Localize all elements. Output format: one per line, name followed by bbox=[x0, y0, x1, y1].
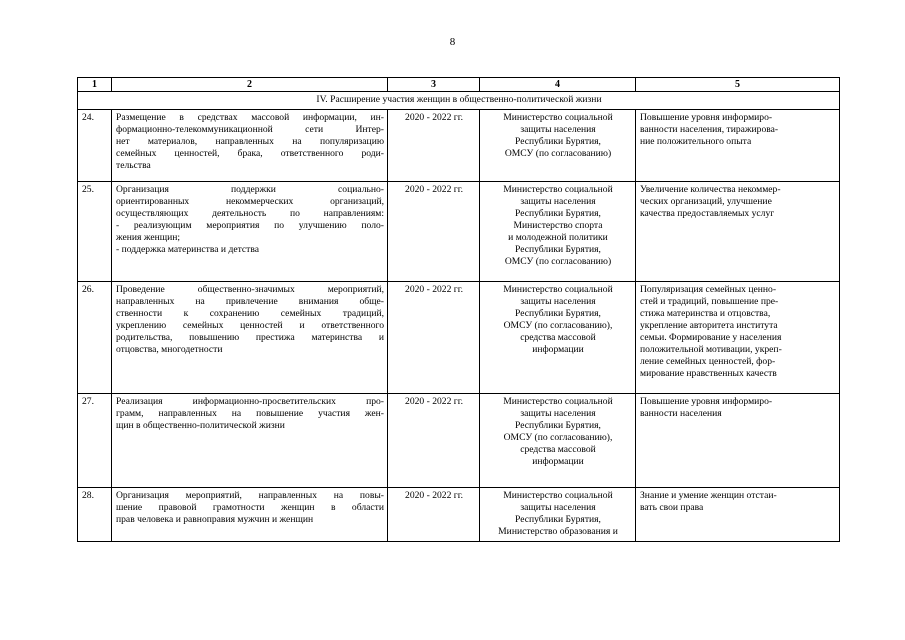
column-header-4: 4 bbox=[480, 78, 636, 92]
measure-executors-line: Министерство социальной bbox=[503, 396, 613, 407]
measure-executors-line: Министерство социальной bbox=[503, 284, 613, 295]
row-number: 26. bbox=[78, 282, 112, 394]
measure-result-line: Повышение уровня информиро- bbox=[640, 396, 773, 407]
measure-content bbox=[112, 282, 388, 394]
measure-executors-line: информации bbox=[532, 456, 584, 467]
row-number: 27. bbox=[78, 394, 112, 488]
measure-executors-line: Министерство социальной bbox=[503, 490, 613, 501]
measure-executors-line: защиты населения bbox=[520, 408, 596, 419]
measure-executors bbox=[480, 488, 636, 542]
measure-content-line: жения женщин; bbox=[116, 232, 181, 243]
measure-executors-line: Министерство спорта bbox=[513, 220, 603, 231]
section-row bbox=[78, 92, 840, 110]
section-title: IV. Расширение участия женщин в общественно-политической жизни bbox=[78, 92, 840, 110]
measure-result-line: семьи. Формирование у населения bbox=[640, 332, 782, 343]
row-number: 28. bbox=[78, 488, 112, 542]
measure-executors bbox=[480, 110, 636, 182]
table-row bbox=[78, 488, 840, 542]
measure-result bbox=[636, 182, 840, 282]
measure-result-line: Знание и умение женщин отстаи- bbox=[640, 490, 777, 501]
measure-executors-line: защиты населения bbox=[520, 124, 596, 135]
measure-content bbox=[112, 394, 388, 488]
measure-result-line: ванности населения, тиражирова- bbox=[640, 124, 779, 135]
measure-content-line: осуществляющих деятельность по направлениям: bbox=[116, 208, 384, 219]
measure-executors-line: защиты населения bbox=[520, 502, 596, 513]
measures-table bbox=[77, 77, 840, 542]
measure-executors-line: Республики Бурятия, bbox=[515, 244, 601, 255]
measure-term: 2020 - 2022 гг. bbox=[388, 282, 480, 394]
measure-term: 2020 - 2022 гг. bbox=[388, 182, 480, 282]
column-header-5: 5 bbox=[636, 78, 840, 92]
measure-term: 2020 - 2022 гг. bbox=[388, 488, 480, 542]
measure-result-line: качества предоставляемых услуг bbox=[640, 208, 775, 219]
table-row bbox=[78, 182, 840, 282]
measure-content-line: формационно-телекоммуникационной сети Интер- bbox=[116, 124, 384, 135]
measure-result bbox=[636, 488, 840, 542]
measure-content-line: ственности к сохранению семейных традиций, bbox=[116, 308, 384, 319]
measure-executors-line: Республики Бурятия, bbox=[515, 136, 601, 147]
measure-content-line: Организация мероприятий, направленных на повы- bbox=[116, 490, 384, 501]
measure-content-line: ориентированных некоммерческих организаций, bbox=[116, 196, 384, 207]
measure-result bbox=[636, 110, 840, 182]
column-header-1: 1 bbox=[78, 78, 112, 92]
measure-result-line: ческих организаций, улучшение bbox=[640, 196, 772, 207]
measure-content-line: Проведение общественно-значимых мероприятий, bbox=[116, 284, 384, 295]
measure-content-line: прав человека и равноправия мужчин и женщин bbox=[116, 514, 314, 525]
header-row bbox=[78, 78, 840, 92]
row-number: 24. bbox=[78, 110, 112, 182]
column-header-2: 2 bbox=[112, 78, 388, 92]
measure-content-line: направленных на привлечение внимания обще- bbox=[116, 296, 384, 307]
measure-content-line: нет материалов, направленных на популяризацию bbox=[116, 136, 384, 147]
measure-executors-line: Республики Бурятия, bbox=[515, 514, 601, 525]
measure-content-line: Размещение в средствах массовой информации, ин- bbox=[116, 112, 384, 123]
measure-content-line: грамм, направленных на повышение участия жен- bbox=[116, 408, 384, 419]
measure-content bbox=[112, 488, 388, 542]
measure-result-line: положительной мотивации, укреп- bbox=[640, 344, 782, 355]
measure-content-line: - реализующим мероприятия по улучшению поло- bbox=[116, 220, 384, 231]
measure-executors bbox=[480, 282, 636, 394]
measure-executors bbox=[480, 182, 636, 282]
measure-executors-line: защиты населения bbox=[520, 196, 596, 207]
table-row bbox=[78, 282, 840, 394]
measure-result-line: стей и традиций, повышение пре- bbox=[640, 296, 779, 307]
measure-content-line: Реализация информационно-просветительских про- bbox=[116, 396, 384, 407]
measure-content-line: тельства bbox=[116, 160, 151, 171]
measure-content bbox=[112, 110, 388, 182]
measure-result-line: Популяризация семейных ценно- bbox=[640, 284, 777, 295]
table-row bbox=[78, 110, 840, 182]
measure-content-line: семейных ценностей, брака, ответственного роди- bbox=[116, 148, 384, 159]
column-header-3: 3 bbox=[388, 78, 480, 92]
measure-executors-line: Республики Бурятия, bbox=[515, 420, 601, 431]
measure-content bbox=[112, 182, 388, 282]
measure-executors-line: Министерство образования и bbox=[498, 526, 618, 537]
measure-executors-line: Министерство социальной bbox=[503, 184, 613, 195]
measure-content-line: шение правовой грамотности женщин в области bbox=[116, 502, 384, 513]
measure-result-line: мирование нравственных качеств bbox=[640, 368, 777, 379]
measure-result-line: ление семейных ценностей, фор- bbox=[640, 356, 776, 367]
measure-content-line: отцовства, многодетности bbox=[116, 344, 223, 355]
measure-content-line: щин в общественно-политической жизни bbox=[116, 420, 285, 431]
measure-executors-line: ОМСУ (по согласованию), bbox=[503, 320, 613, 331]
measure-result-line: Повышение уровня информиро- bbox=[640, 112, 773, 123]
measure-executors-line: средства массовой bbox=[520, 444, 596, 455]
measure-content-line: Организация поддержки социально- bbox=[116, 184, 384, 195]
measure-executors-line: ОМСУ (по согласованию), bbox=[503, 432, 613, 443]
measure-executors-line: Республики Бурятия, bbox=[515, 208, 601, 219]
table-row bbox=[78, 394, 840, 488]
measure-term: 2020 - 2022 гг. bbox=[388, 394, 480, 488]
measure-result-line: стижа материнства и отцовства, bbox=[640, 308, 771, 319]
measure-content-line: родительства, повышению престижа материнства и bbox=[116, 332, 384, 343]
page-number: 8 bbox=[449, 36, 456, 48]
measure-executors-line: ОМСУ (по согласованию) bbox=[504, 256, 612, 267]
measure-content-line: - поддержка материнства и детства bbox=[116, 244, 260, 255]
measure-result-line: ванности населения bbox=[640, 408, 722, 419]
measure-executors-line: Республики Бурятия, bbox=[515, 308, 601, 319]
measure-executors-line: и молодежной политики bbox=[508, 232, 608, 243]
measure-executors-line: защиты населения bbox=[520, 296, 596, 307]
measure-term: 2020 - 2022 гг. bbox=[388, 110, 480, 182]
measure-content-line: укреплению семейных ценностей и ответственного bbox=[116, 320, 384, 331]
measure-result bbox=[636, 394, 840, 488]
measure-result bbox=[636, 282, 840, 394]
measure-executors-line: Министерство социальной bbox=[503, 112, 613, 123]
measure-executors-line: средства массовой bbox=[520, 332, 596, 343]
measure-executors-line: информации bbox=[532, 344, 584, 355]
measure-executors bbox=[480, 394, 636, 488]
measure-executors-line: ОМСУ (по согласованию) bbox=[504, 148, 612, 159]
row-number: 25. bbox=[78, 182, 112, 282]
measure-result-line: укрепление авторитета института bbox=[640, 320, 778, 331]
measure-result-line: Увеличение количества некоммер- bbox=[640, 184, 781, 195]
measure-result-line: ние положительного опыта bbox=[640, 136, 752, 147]
measure-result-line: вать свои права bbox=[640, 502, 704, 513]
